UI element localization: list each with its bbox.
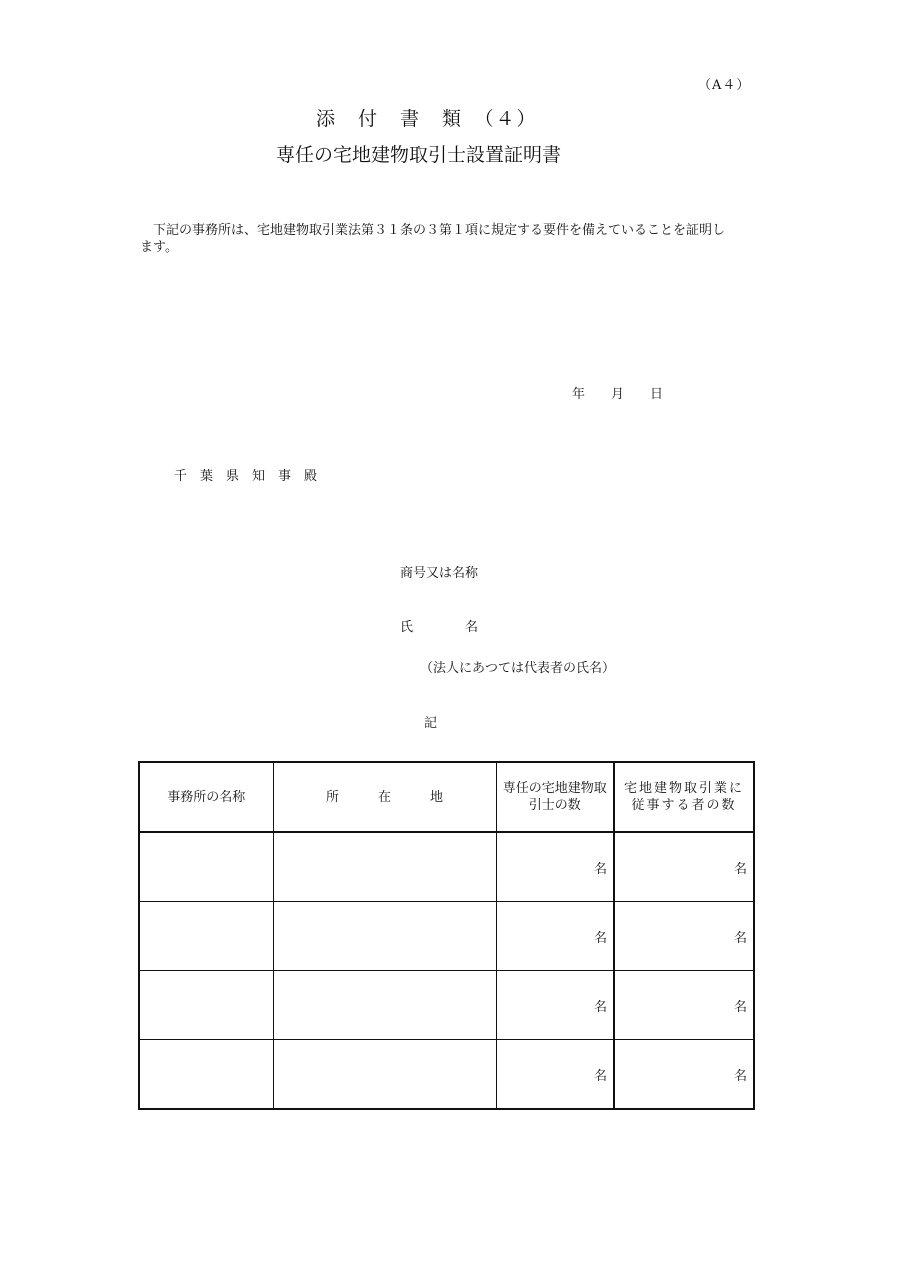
office-name-cell xyxy=(139,971,273,1040)
addressee: 千 葉 県 知 事 殿 xyxy=(174,469,318,484)
staff-count-cell: 名 xyxy=(614,832,754,902)
header-office-name: 事務所の名称 xyxy=(139,762,273,832)
office-table xyxy=(138,761,755,1110)
header-dedicated-count: 専任の宅地建物取引士の数 xyxy=(496,762,614,832)
location-cell xyxy=(273,902,496,971)
table-row xyxy=(139,832,754,902)
certification-text: 下記の事務所は、宅地建物取引業法第３１条の３第１項に規定する要件を備えていることを証明します。 xyxy=(140,223,726,255)
header-location: 所 在 地 xyxy=(273,762,496,832)
representative-note: （法人にあつては代表者の氏名） xyxy=(420,661,616,676)
ki-label: 記 xyxy=(424,716,438,731)
dedicated-count-cell: 名 xyxy=(496,1040,614,1110)
header-staff-count: 宅地建物取引業に従事する者の数 xyxy=(614,762,754,832)
table-header-row xyxy=(139,762,754,832)
staff-count-cell: 名 xyxy=(614,1040,754,1110)
location-cell xyxy=(273,832,496,902)
location-cell xyxy=(273,971,496,1040)
dedicated-count-cell: 名 xyxy=(496,971,614,1040)
trade-name-label: 商号又は名称 xyxy=(400,566,479,581)
table-row xyxy=(139,1040,754,1110)
name-label: 氏 名 xyxy=(400,620,479,635)
table-row xyxy=(139,902,754,971)
office-name-cell xyxy=(139,832,273,902)
dedicated-count-cell: 名 xyxy=(496,902,614,971)
paper-size-tag: （A４） xyxy=(698,78,751,93)
staff-count-cell: 名 xyxy=(614,971,754,1040)
table-row xyxy=(139,971,754,1040)
document-title: 添 付 書 類 （４） xyxy=(316,108,538,130)
office-name-cell xyxy=(139,902,273,971)
dedicated-count-cell: 名 xyxy=(496,832,614,902)
staff-count-cell: 名 xyxy=(614,902,754,971)
location-cell xyxy=(273,1040,496,1110)
document-subtitle: 専任の宅地建物取引士設置証明書 xyxy=(276,144,562,166)
date-field: 年 月 日 xyxy=(572,387,664,402)
office-name-cell xyxy=(139,1040,273,1110)
